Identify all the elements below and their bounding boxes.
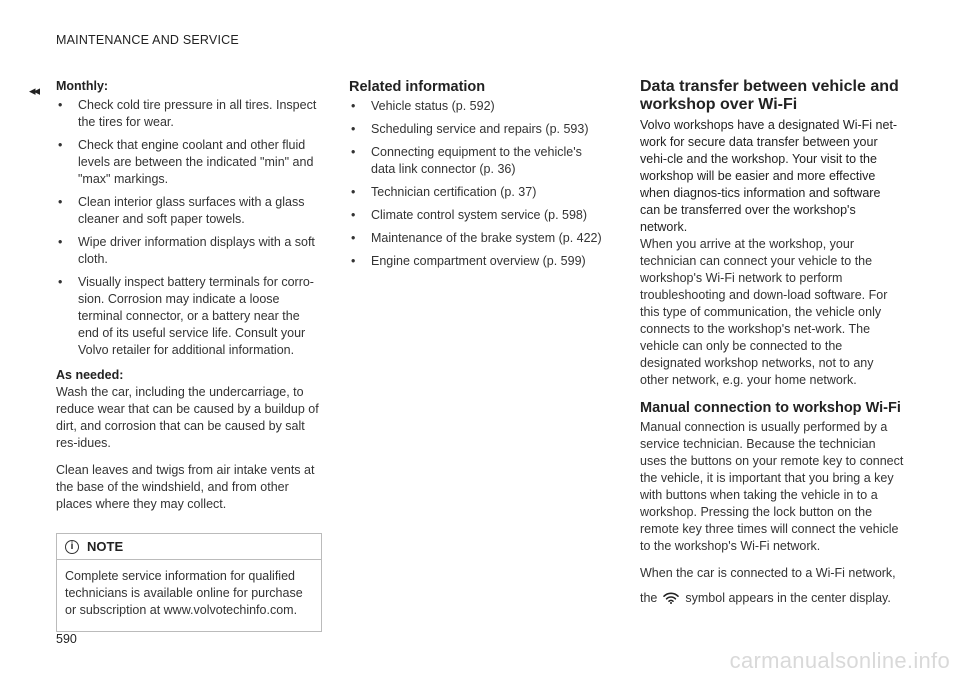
paragraph-manual-connection: Manual connection is usually performed by a service technician. Because the technician uses the buttons on your remote key to connect the vehicle, it is important that you bring a key with buttons when taking the vehicle in to a workshop. Pressing the lock button on the remote key three times will connect the vehicle to the workshop's Wi-Fi network.	[640, 420, 904, 553]
info-icon: i	[65, 540, 79, 554]
related-link[interactable]: • Vehicle status (p. 592)	[351, 99, 495, 113]
list-item: • Visually inspect battery terminals for corro-sion. Corrosion may indicate a loose terminal connector, or a battery near the end of its useful service life. Consult your Volvo retailer for additional information.	[58, 275, 314, 357]
related-link[interactable]: • Connecting equipment to the vehicle's data link connector (p. 36)	[351, 145, 582, 176]
as-needed-paragraph-1: Wash the car, including the undercarriage, to reduce wear that can be caused by a buildup of dirt, and corrosion that can be caused by salt res-idues.	[56, 385, 319, 450]
note-header	[57, 534, 321, 560]
section-title: Data transfer between vehicle and workshop over Wi-Fi	[640, 78, 899, 113]
related-link[interactable]: • Engine compartment overview (p. 599)	[351, 254, 586, 268]
monthly-list	[56, 97, 320, 359]
related-information-heading: Related information	[349, 79, 486, 95]
watermark: carmanualsonline.info	[729, 648, 950, 673]
related-link[interactable]: • Climate control system service (p. 598)	[351, 208, 588, 222]
paragraph-workshop-connection: When you arrive at the workshop, your technician can connect your vehicle to the workshop's Wi-Fi network to perform troubleshooting and down-load software. For this type of communication, the vehicle only connects to the workshop's net-work. The vehicle can only be connected to the designated workshop networks, not to any other network, e.g. your home network.	[640, 237, 888, 387]
column-middle	[349, 78, 607, 270]
list-item: • Clean interior glass surfaces with a glass cleaner and soft paper towels.	[58, 195, 305, 226]
related-link[interactable]: • Maintenance of the brake system (p. 422)	[351, 231, 602, 245]
running-header: MAINTENANCE AND SERVICE	[56, 33, 239, 47]
list-item: • Wipe driver information displays with a soft cloth.	[58, 235, 315, 266]
page-number: 590	[56, 632, 77, 646]
note-body: Complete service information for qualified technicians is available online for purchase or subscription at www.volvotechinfo.com.	[65, 569, 303, 617]
column-right	[640, 78, 904, 607]
related-link[interactable]: • Technician certification (p. 37)	[351, 185, 537, 199]
list-item: • Check that engine coolant and other fluid levels are between the indicated "min" and "max" markings.	[58, 138, 314, 186]
manual-connection-heading: Manual connection to workshop Wi-Fi	[640, 400, 901, 416]
note-title: NOTE	[87, 539, 124, 554]
wifi-icon	[663, 592, 679, 604]
paragraph-wifi-symbol: When the car is connected to a Wi-Fi network, the symbol appears in the center display.	[640, 566, 896, 605]
monthly-heading: Monthly:	[56, 79, 109, 93]
as-needed-heading: As needed:	[56, 368, 124, 382]
related-links-list	[349, 98, 607, 270]
related-link[interactable]: • Scheduling service and repairs (p. 593)	[351, 122, 589, 136]
column-left	[56, 78, 320, 632]
list-item: • Check cold tire pressure in all tires. Inspect the tires for wear.	[58, 98, 317, 129]
continued-marker: ◂◂	[29, 83, 39, 98]
lead-paragraph: Volvo workshops have a designated Wi-Fi net-work for secure data transfer between your vehi-cle and the workshop. Your visit to the workshop will be easier and more effective when diagnos-tics information and software can be transferred over the workshop's network.	[640, 118, 898, 234]
as-needed-paragraph-2: Clean leaves and twigs from air intake vents at the base of the windshield, and from other places where they may collect.	[56, 463, 315, 511]
note-box	[56, 533, 322, 632]
